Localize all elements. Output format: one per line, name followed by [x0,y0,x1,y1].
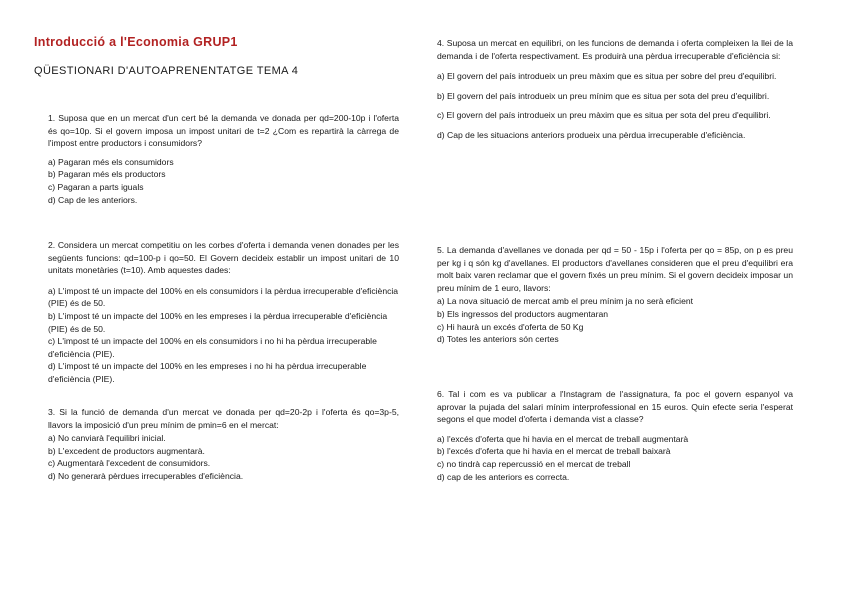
option-d: d) Cap de les situacions anteriors produeix una pèrdua irrecuperable d'eficiència. [437,129,746,140]
option-b: b) L'excedent de productors augmentarà. [48,445,205,456]
option-a: a) L'impost té un impacte del 100% en els consumidors i la pèrdua irrecuperable d'eficiència (PIE) és de 50. [48,285,399,309]
option-d: d) cap de les anteriors es correcta. [437,471,570,482]
question-text: 1. Suposa que en un mercat d'un cert bé la demanda ve donada per qd=200-10p i l'oferta és qo=10p. Si el govern imposa un impost unitari de t=2 ¿Com es repartirà la càrrega de l'impost entre productors i consumidors? [48,113,399,149]
question-2 [48,239,399,386]
question-text: 2. Considera un mercat competitiu on les corbes d'oferta i demanda venen donades per les següents funcions: qd=100-p i qo=50. El Govern decideix establir un impost unitari de 10 unitats monetàries (t=10). Amb aquestes dades: [48,240,399,276]
option-d: d) L'impost té un impacte del 100% en les empreses i no hi ha pèrdua irrecuperable d'eficiència (PIE). [48,361,367,384]
option-d: d) Cap de les anteriors. [48,194,138,205]
option-b: b) Pagaran més els productors [48,169,166,180]
option-c: c) no tindrà cap repercussió en el mercat de treball [437,458,631,469]
question-text: 4. Suposa un mercat en equilibri, on les funcions de demanda i oferta compleixen la llei de la demanda i de l'oferta respectivament. Es produirà una pèrdua irrecuperable d'eficiència si: [437,38,793,61]
question-text: 5. La demanda d'avellanes ve donada per qd = 50 - 15p i l'oferta per qo = 85p, on p es preu per kg i q són kg d'avellanes. El productors d'avellanes consideren que el preu d'equilibri era molt baix varen reclamar que el govern fixés un preu mínim. Si el govern decideix imposar un preu mínim de 1 euro, llavors: [437,245,793,293]
option-c: c) Pagaran a parts iguals [48,181,144,192]
option-a: a) l'excés d'oferta que hi havia en el mercat de treball augmentarà [437,433,689,444]
option-b: b) Els ingressos del productors augmentaran [437,308,609,319]
option-b: b) L'impost té un impacte del 100% en les empreses i la pèrdua irrecuperable d'eficiència (PIE) és de 50. [48,310,388,334]
option-d: d) No generarà pèrdues irrecuperables d'eficiència. [48,470,244,481]
option-a: a) La nova situació de mercat amb el preu mínim ja no serà eficient [437,296,694,307]
option-a: a) Pagaran més els consumidors [48,156,174,167]
option-c: c) El govern del país introdueix un preu màxim que es situa per sota del preu d'equilibri. [437,110,771,121]
question-4 [437,37,793,142]
question-1 [48,112,399,206]
option-a: a) No canviarà l'equilibri inicial. [48,433,166,444]
question-text: 3. Si la funció de demanda d'un mercat ve donada per qd=20-2p i l'oferta és qo=3p-5, llavors la imposició d'un preu mínim de pmin=6 en el mercat: [48,407,399,430]
option-b: b) El govern del país introdueix un preu mínim que es situa per sota del preu d'equilibri. [437,90,770,101]
option-d: d) Totes les anteriors són certes [437,334,559,345]
option-c: c) Hi haurà un excés d'oferta de 50 Kg [437,321,584,332]
option-c: c) L'impost té un impacte del 100% en els consumidors i no hi ha pèrdua irrecuperable d'eficiència (PIE). [48,336,377,359]
question-text: 6. Tal i com es va publicar a l'Instagram de l'assignatura, fa poc el govern espanyol va aprovar la pujada del salari mínim interprofessional en 15 euros. Quin efecte seria l'esperat segons el que model d'oferta i demanda vist a classe? [437,389,793,425]
document-title: Introducció a l'Economia GRUP1 [34,35,238,49]
option-c: c) Augmentarà l'excedent de consumidors. [48,458,211,469]
question-3 [48,406,399,483]
question-6 [437,388,793,483]
option-a: a) El govern del país introdueix un preu màxim que es situa per sobre del preu d'equilibri. [437,71,777,82]
option-b: b) l'excés d'oferta que hi havia en el mercat de treball baixarà [437,446,671,457]
document-subtitle: QÜESTIONARI D'AUTOAPRENENTATGE TEMA 4 [34,65,299,77]
question-5 [437,244,793,346]
